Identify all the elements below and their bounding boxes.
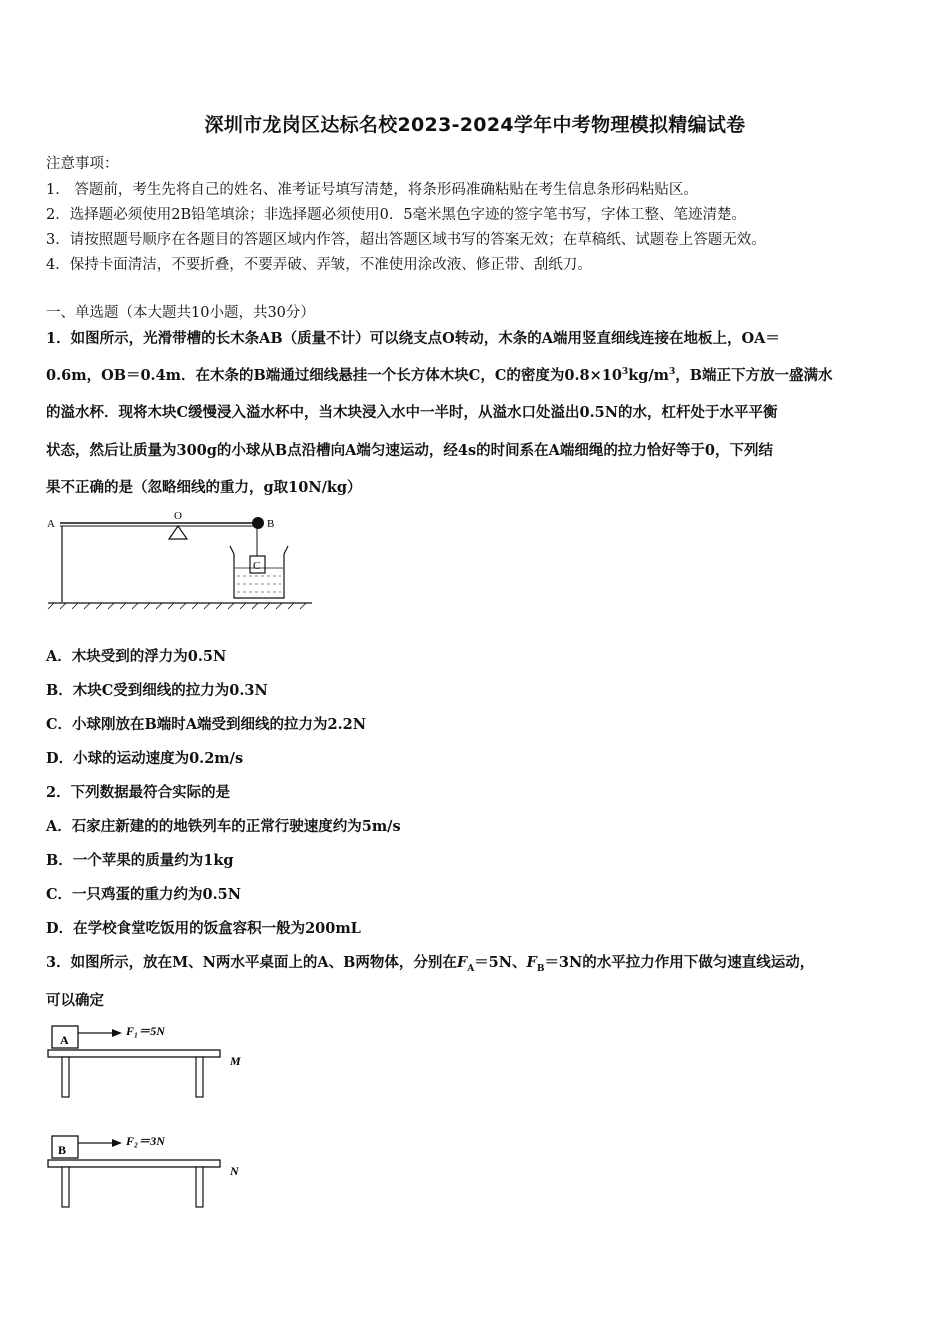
table-m-label: M (230, 1054, 241, 1068)
q3-stem-line (46, 951, 814, 974)
q1-option: A．木块受到的浮力为0.5N (46, 648, 227, 665)
q1-lever-figure (44, 506, 324, 610)
q3-table-m-figure (44, 1018, 264, 1100)
q3-stem-part: ＝3N的水平拉力作用下做匀速直线运动， (544, 954, 815, 971)
notice-item: 3．请按照题号顺序在各题目的答题区域内作答，超出答题区域书写的答案无效；在草稿纸、试题卷上答题无效。 (46, 232, 766, 248)
force-1-label: F₁＝5N (126, 1024, 165, 1038)
q1-stem-line: 果不正确的是（忽略细线的重力，g取10N/kg） (46, 479, 362, 496)
q1-stem-part: 0.6m，OB＝0.4m．在木条的B端通过细线悬挂一个长方体木块C，C的密度为0.8×10 (46, 367, 622, 384)
q3-stem-part: ＝5N、 (474, 954, 527, 971)
label-o: O (174, 510, 182, 522)
block-b-label: B (58, 1143, 67, 1157)
q2-option: B．一个苹果的质量约为1kg (46, 852, 234, 869)
block-a-label: A (60, 1033, 69, 1047)
q3-force-sub: B (536, 963, 545, 974)
force-2-label: F₂＝3N (126, 1134, 165, 1148)
q1-stem-line: 1．如图所示，光滑带槽的长木条AB（质量不计）可以绕支点O转动，木条的A端用竖直细线连接在地板上，OA＝ (46, 330, 780, 347)
notice-item: 1． 答题前，考生先将自己的姓名、准考证号填写清楚，将条形码准确粘贴在考生信息条形码粘贴区。 (46, 182, 698, 198)
q3-force-symbol: F (456, 954, 468, 971)
q3-stem-line: 可以确定 (46, 992, 104, 1009)
q1-stem-line: 状态，然后让质量为300g的小球从B点沿槽向A端匀速运动，经4s的时间系在A端细绳的拉力恰好等于0，下列结 (46, 442, 773, 459)
q1-sup: 3 (669, 367, 676, 378)
q3-table-n-figure (44, 1128, 264, 1210)
q1-stem-line (46, 364, 833, 385)
label-c: C (253, 560, 261, 572)
q2-option: A．石家庄新建的的地铁列车的正常行驶速度约为5m/s (46, 818, 401, 835)
q2-option: C．一只鸡蛋的重力约为0.5N (46, 886, 242, 903)
q3-stem-part: 3．如图所示，放在M、N两水平桌面上的A、B两物体，分别在 (46, 954, 457, 971)
q3-force-symbol: F (526, 954, 537, 971)
q1-option: C．小球刚放在B端时A端受到细线的拉力为2.2N (46, 716, 367, 733)
q1-option: D．小球的运动速度为0.2m/s (46, 750, 244, 767)
q3-force-sub: A (467, 963, 475, 974)
q1-stem-part: ，B端正下方放一盛满水 (675, 367, 833, 384)
label-a: A (47, 518, 55, 530)
q2-stem: 2．下列数据最符合实际的是 (46, 784, 231, 801)
q1-stem-line: 的溢水杯．现将木块C缓慢浸入溢水杯中，当木块浸入水中一半时，从溢水口处溢出0.5N的水，杠杆处于水平平衡 (46, 404, 778, 421)
q1-sup: 3 (621, 367, 629, 378)
notice-item: 4．保持卡面清洁，不要折叠，不要弄破、弄皱，不准使用涂改液、修正带、刮纸刀。 (46, 257, 592, 273)
section-heading: 一、单选题（本大题共10小题，共30分） (46, 305, 315, 321)
q2-option: D．在学校食堂吃饭用的饭盒容积一般为200mL (46, 920, 361, 937)
label-b: B (267, 518, 275, 530)
table-n-label: N (230, 1164, 239, 1178)
notice-heading: 注意事项： (46, 156, 119, 172)
page-title: 深圳市龙岗区达标名校2023-2024学年中考物理模拟精编试卷 (204, 114, 746, 136)
notice-item: 2．选择题必须使用2B铅笔填涂；非选择题必须使用0．5毫米黑色字迹的签字笔书写，字体工整、笔迹清楚。 (46, 207, 747, 223)
q1-stem-part: kg/m (628, 367, 670, 384)
q1-option: B．木块C受到细线的拉力为0.3N (46, 682, 268, 699)
